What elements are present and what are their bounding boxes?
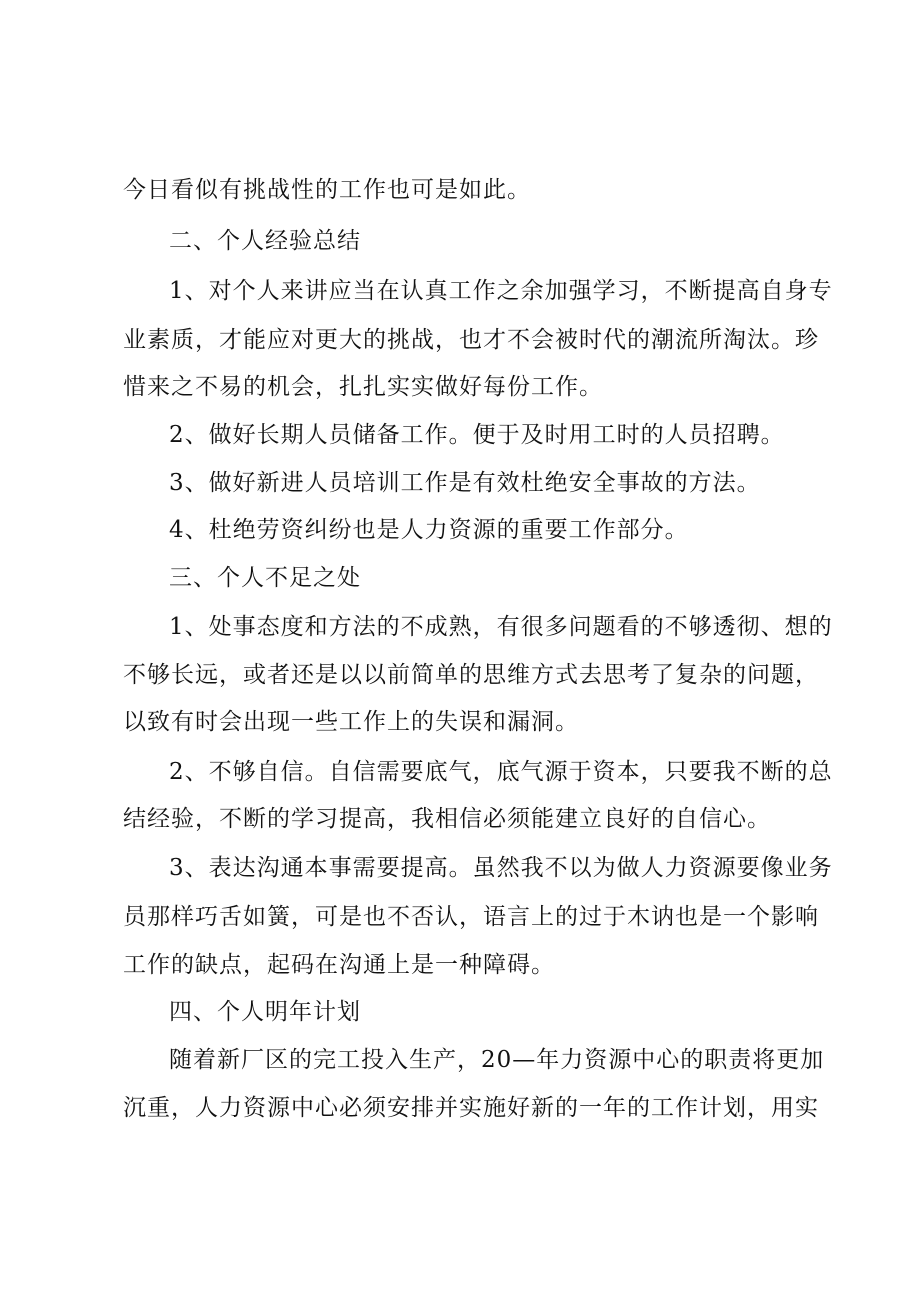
paragraph-line: 今日看似有挑战性的工作也可是如此。 xyxy=(123,177,531,203)
section-heading-plan: 四、个人明年计划 xyxy=(169,999,361,1025)
paragraph-line: 3、表达沟通本事需要提高。虽然我不以为做人力资源要像业务 xyxy=(169,855,833,881)
paragraph-line: 4、杜绝劳资纠纷也是人力资源的重要工作部分。 xyxy=(169,517,689,543)
paragraph-line: 以致有时会出现一些工作上的失误和漏洞。 xyxy=(123,709,579,735)
paragraph-line: 不够长远，或者还是以以前简单的思维方式去思考了复杂的问题， xyxy=(123,662,819,688)
paragraph-line: 2、做好长期人员储备工作。便于及时用工时的人员招聘。 xyxy=(169,422,785,448)
paragraph-line: 2、不够自信。自信需要底气，底气源于资本，只要我不断的总 xyxy=(169,759,833,785)
paragraph-line: 员那样巧舌如簧，可是也不否认，语言上的过于木讷也是一个影响 xyxy=(123,904,819,930)
paragraph-line: 结经验，不断的学习提高，我相信必须能建立良好的自信心。 xyxy=(123,806,771,832)
paragraph-line: 沉重，人力资源中心必须安排并实施好新的一年的工作计划，用实 xyxy=(123,1095,819,1121)
paragraph-line: 惜来之不易的机会，扎扎实实做好每份工作。 xyxy=(123,374,603,400)
paragraph-line: 1、对个人来讲应当在认真工作之余加强学习，不断提高自身专 xyxy=(169,278,833,304)
paragraph-line: 3、做好新进人员培训工作是有效杜绝安全事故的方法。 xyxy=(169,470,761,496)
section-heading-shortcomings: 三、个人不足之处 xyxy=(169,565,361,591)
paragraph-line: 1、处事态度和方法的不成熟，有很多问题看的不够透彻、想的 xyxy=(169,614,833,640)
section-heading-experience: 二、个人经验总结 xyxy=(169,228,361,254)
paragraph-line: 业素质，才能应对更大的挑战，也才不会被时代的潮流所淘汰。珍 xyxy=(123,327,819,353)
paragraph-line: 随着新厂区的完工投入生产，20—年力资源中心的职责将更加 xyxy=(169,1047,825,1073)
paragraph-line: 工作的缺点，起码在沟通上是一种障碍。 xyxy=(123,952,555,978)
